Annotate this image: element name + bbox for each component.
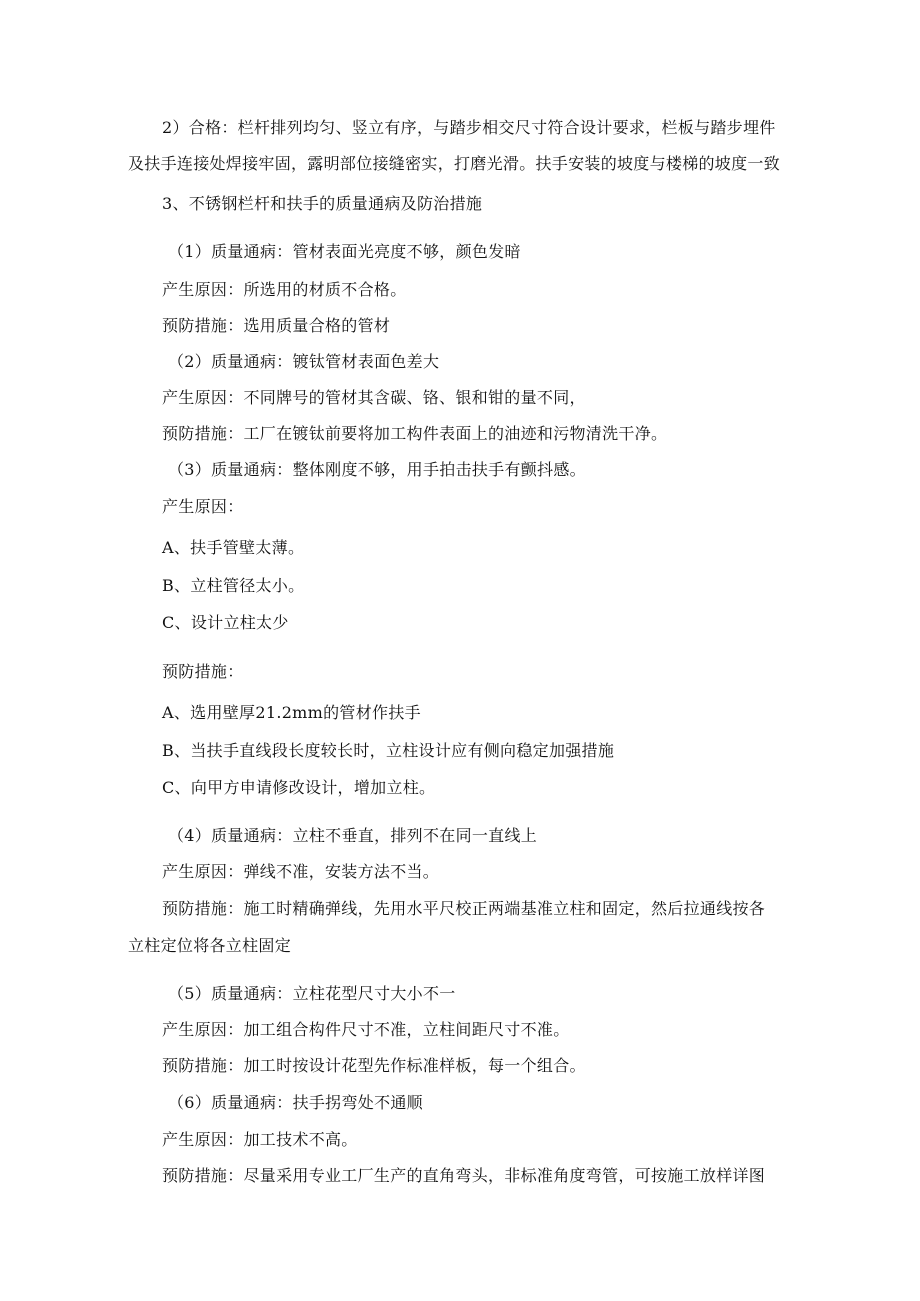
defect-6-cause: 产生原因：加工技术不高。 [162, 1130, 358, 1149]
defect-5-prevention: 预防措施：加工时按设计花型先作标准样板，每一个组合。 [162, 1056, 586, 1075]
defect-2-prevention: 预防措施：工厂在镀钛前要将加工构件表面上的油迹和污物清洗干净。 [162, 424, 668, 443]
defect-3-title: （3）质量通病：整体刚度不够，用手拍击扶手有颤抖感。 [168, 460, 586, 479]
defect-5-title: （5）质量通病：立柱花型尺寸大小不一 [168, 984, 456, 1003]
defect-4-cause: 产生原因：弹线不准，安装方法不当。 [162, 862, 440, 881]
paragraph-qualified-line-1: 2）合格：栏杆排列均匀、竖立有序，与踏步相交尺寸符合设计要求，栏板与踏步埋件 [162, 118, 776, 137]
defect-3-prevention-c: C、向甲方申请修改设计，增加立柱。 [162, 778, 436, 797]
defect-3-cause-label: 产生原因： [162, 497, 244, 516]
defect-3-cause-a: A、扶手管壁太薄。 [162, 538, 305, 557]
defect-3-cause-c: C、设计立柱太少 [162, 613, 289, 632]
defect-4-title: （4）质量通病：立柱不垂直，排列不在同一直线上 [168, 826, 538, 845]
defect-2-title: （2）质量通病：镀钛管材表面色差大 [168, 352, 440, 371]
paragraph-qualified-line-2: 及扶手连接处焊接牢固，露明部位接缝密实，打磨光滑。扶手安装的坡度与楼梯的坡度一致 [128, 154, 781, 173]
defect-3-prevention-b: B、当扶手直线段长度较长时，立柱设计应有侧向稳定加强措施 [162, 741, 615, 760]
defect-4-prevention-line-2: 立柱定位将各立柱固定 [128, 936, 292, 955]
defect-6-prevention: 预防措施：尽量采用专业工厂生产的直角弯头，非标准角度弯管，可按施工放样详图 [162, 1166, 766, 1185]
defect-2-cause: 产生原因：不同牌号的管材其含碳、铬、银和钳的量不同， [162, 388, 586, 407]
defect-3-cause-b: B、立柱管径太小。 [162, 576, 305, 595]
defect-5-cause: 产生原因：加工组合构件尺寸不准，立柱间距尺寸不准。 [162, 1020, 570, 1039]
defect-3-prevention-label: 预防措施： [162, 662, 244, 681]
defect-1-cause: 产生原因：所选用的材质不合格。 [162, 280, 407, 299]
defect-1-prevention: 预防措施：选用质量合格的管材 [162, 316, 391, 335]
defect-1-title: （1）质量通病：管材表面光亮度不够，颜色发暗 [168, 242, 521, 261]
defect-6-title: （6）质量通病：扶手拐弯处不通顺 [168, 1093, 423, 1112]
defect-3-prevention-a: A、选用壁厚21.2mm的管材作扶手 [162, 703, 421, 722]
defect-4-prevention-line-1: 预防措施：施工时精确弹线，先用水平尺校正两端基准立柱和固定，然后拉通线按各 [162, 899, 766, 918]
section-heading-stainless-railing: 3、不锈钢栏杆和扶手的质量通病及防治措施 [162, 194, 483, 213]
